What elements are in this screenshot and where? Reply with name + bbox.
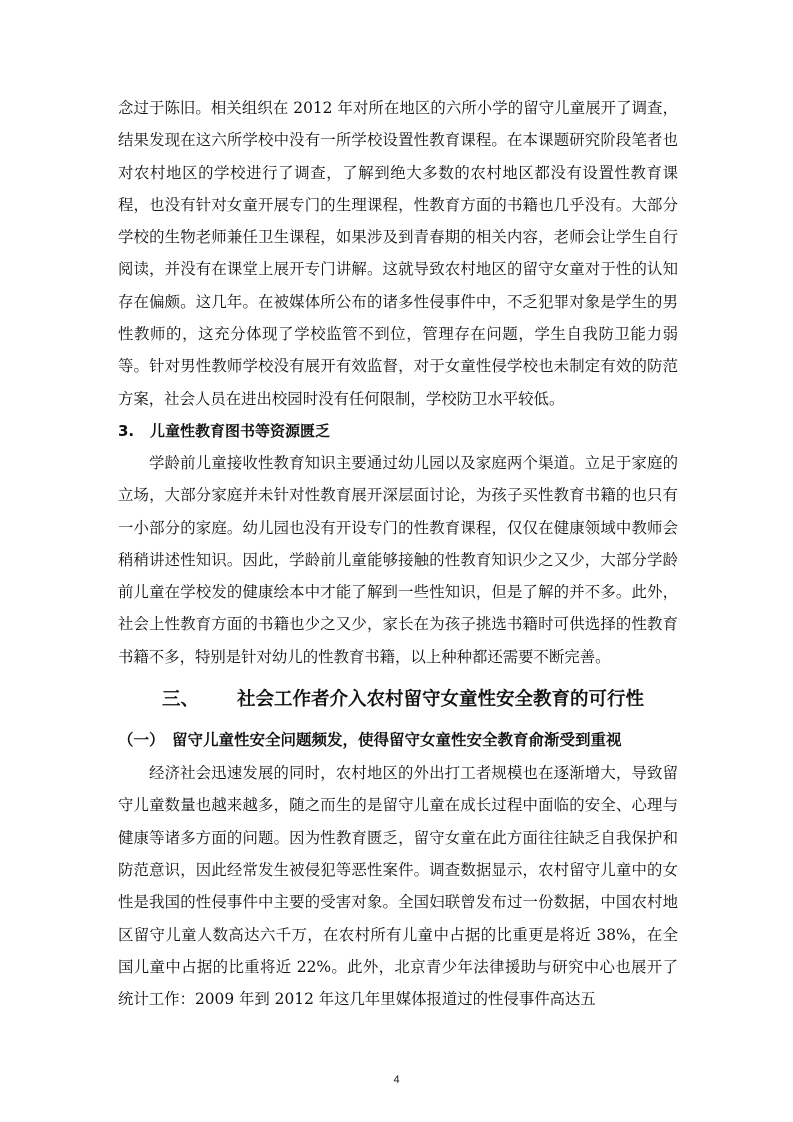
- section-title: 社会工作者介入农村留守女童性安全教育的可行性: [237, 689, 645, 711]
- heading-children-books: [118, 415, 678, 447]
- paragraph-left-behind-children: 经济社会迅速发展的同时，农村地区的外出打工者规模也在逐渐增大，导致留守儿童数量也越来越多，随之而生的是留守儿童在成长过程中面临的安全、心理与健康等诸多方面的问题。因为性教育匮乏，留守女童在此方面往往缺乏自我保护和防范意识，因此经常发生被侵犯等恶性案件。调查数据显示，农村留守儿童中的女性是我国的性侵事件中主要的受害对象。全国妇联曾发布过一份数据，中国农村地区留守儿童人数高达六千万，在农村所有儿童中占据的比重更是将近 38%，在全国儿童中占据的比重将近 22%。此外，北京青少年法律援助与研究中心也展开了统计工作：2009 年到 2012 年这几年里媒体报道过的性侵事件高达五: [118, 764, 678, 1009]
- section-heading: [118, 673, 678, 723]
- subsection-heading: [118, 723, 678, 757]
- heading-number: 3.: [118, 421, 135, 440]
- heading-text: 儿童性教育图书等资源匮乏: [150, 421, 331, 440]
- subsection-title: 留守儿童性安全问题频发，使得留守女童性安全教育俞渐受到重视: [172, 731, 622, 750]
- section-number: 三、: [162, 689, 200, 711]
- document-body: [118, 92, 678, 1015]
- paragraph-school-survey: 念过于陈旧。相关组织在 2012 年对所在地区的六所小学的留守儿童展开了调查，结果发现在这六所学校中没有一所学校设置性教育课程。在本课题研究阶段笔者也对农村地区的学校进行了调查，了解到绝大多数的农村地区都没有设置性教育课程，也没有针对女童开展专门的生理课程，性教育方面的书籍也几乎没有。大部分学校的生物老师兼任卫生课程，如果涉及到青春期的相关内容，老师会让学生自行阅读，并没有在课堂上展开专门讲解。这就导致农村地区的留守女童对于性的认知存在偏颇。这几年。在被媒体所公布的诸多性侵事件中，不乏犯罪对象是学生的男性教师的，这充分体现了学校监管不到位，管理存在问题，学生自我防卫能力弱等。针对男性教师学校没有展开有效监督，对于女童性侵学校也未制定有效的防范方案，社会人员在进出校园时没有任何限制，学校防卫水平较低。: [118, 99, 678, 408]
- subsection-number: （一）: [118, 731, 165, 750]
- page-number: 4: [393, 1074, 400, 1086]
- paragraph-preschool-education: 学龄前儿童接收性教育知识主要通过幼儿园以及家庭两个渠道。立足于家庭的立场，大部分家庭并未针对性教育展开深层面讨论，为孩子买性教育书籍的也只有一小部分的家庭。幼儿园也没有开设专门的性教育课程，仅仅在健康领域中教师会稍稍讲述性知识。因此，学龄前儿童能够接触的性教育知识少之又少，大部分学龄前儿童在学校发的健康绘本中才能了解到一些性知识，但是了解的并不多。此外，社会上性教育方面的书籍也少之又少，家长在为孩子挑选书籍时可供选择的性教育书籍不多，特别是针对幼儿的性教育书籍，以上种种都还需要不断完善。: [118, 453, 678, 666]
